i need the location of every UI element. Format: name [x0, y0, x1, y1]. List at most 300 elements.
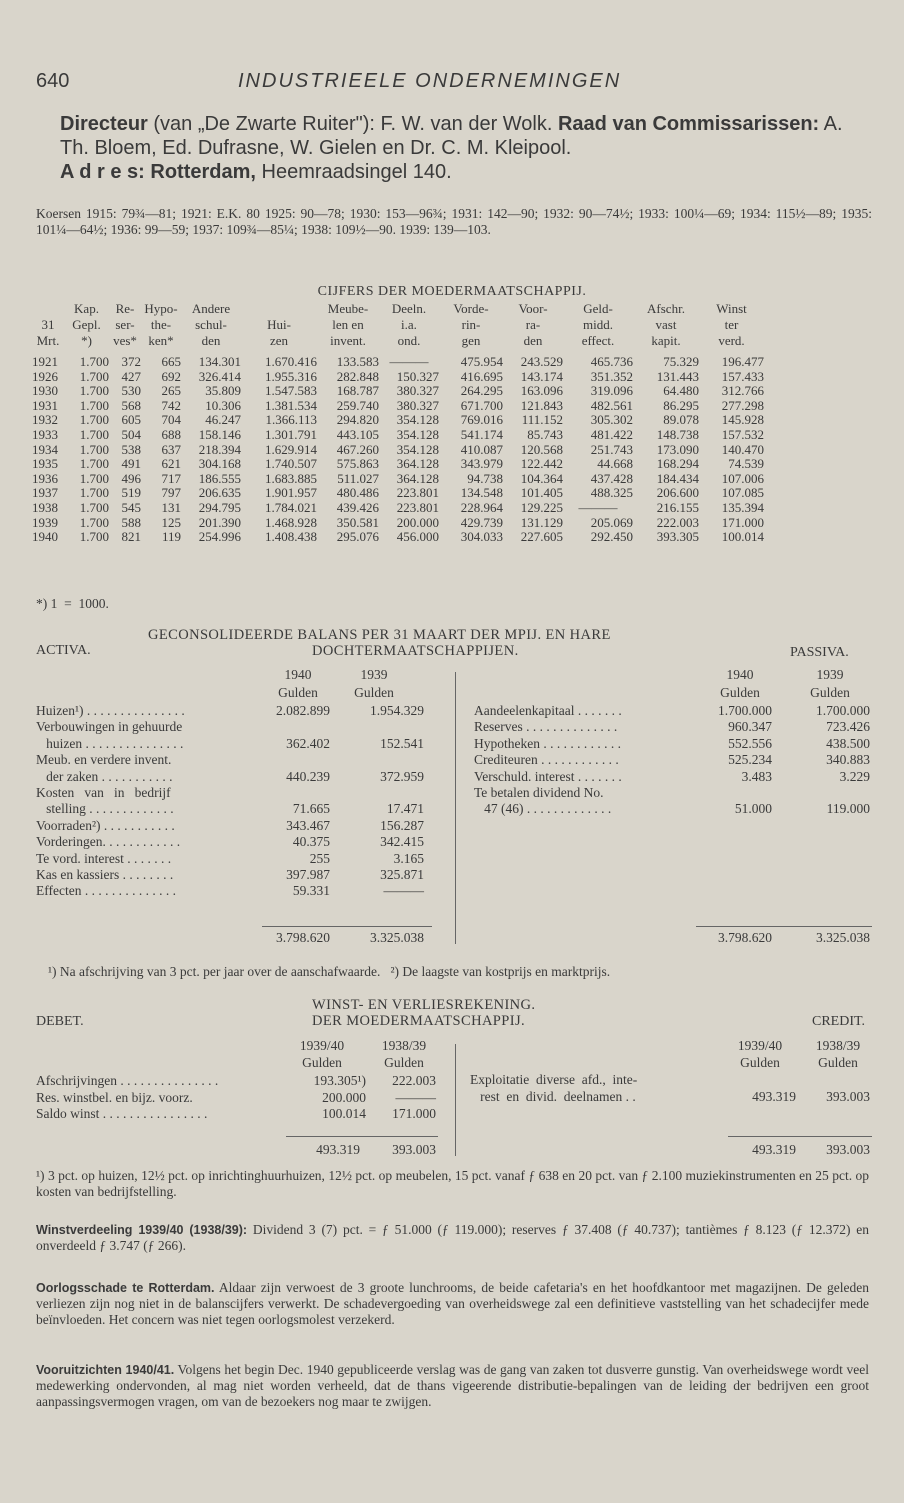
ledger-item-value1: 362.402 — [286, 735, 330, 751]
table-cell: 282.848 — [336, 368, 379, 384]
table-cell: 133.583 — [336, 354, 379, 369]
winst-title-line1: WINST- EN VERLIESREKENING. — [312, 997, 536, 1013]
table-cell: 1.700 — [79, 470, 109, 486]
table-cell: 541.174 — [460, 426, 503, 442]
cijfers-header-cell: invent. — [330, 333, 366, 348]
ledger-item-label: huizen . . . . . . . . . . . . . . . — [36, 735, 184, 751]
ledger-item-label: Saldo winst . . . . . . . . . . . . . . . . — [36, 1106, 208, 1121]
ledger-item-value1: 100.014 — [322, 1106, 366, 1121]
ledger-item-label: Res. winstbel. en bijz. voorz. — [36, 1089, 193, 1105]
ledger-item-value2: 17.471 — [386, 801, 424, 817]
table-cell: 134.548 — [460, 485, 503, 501]
cijfers-header-cell: den — [201, 333, 221, 348]
table-cell: 568 — [121, 397, 141, 413]
ledger-item-value1: 525.234 — [728, 752, 772, 768]
ledger-item-value2: 342.415 — [380, 834, 424, 850]
paragraph-body: Dividend 3 (7) pct. = ƒ 51.000 (ƒ 119.000); reserves ƒ 37.408 (ƒ 40.737); tantièmes ƒ 8.123 (ƒ 12.372) en onverdeeld ƒ 3.747 (ƒ 266). — [36, 1222, 869, 1253]
winst-right-year1: 1939/40 — [737, 1038, 783, 1053]
table-cell: 223.801 — [396, 499, 439, 515]
table-row — [32, 355, 764, 370]
balans-right-unit1: Gulden — [720, 685, 760, 700]
cijfers-header-cell: Kap. — [74, 301, 99, 316]
table-cell: 416.695 — [460, 368, 503, 384]
table-cell: 692 — [161, 368, 181, 384]
ledger-item-value1: 71.665 — [292, 801, 330, 817]
cijfers-header-cell: Mrt. — [36, 333, 60, 348]
table-cell: 121.843 — [520, 397, 563, 413]
balans-left-unit2: Gulden — [354, 685, 394, 700]
table-cell: 119 — [161, 529, 181, 545]
table-cell: 1940 — [32, 529, 58, 545]
table-cell: 200.000 — [396, 514, 439, 530]
koersen-text: Koersen 1915: 79¾—81; 1921: E.K. 80 1925: 90—78; 1930: 153—96¾; 1931: 142—90; 1932: 90—74½; 1933: 100¼—69; 1934: 115½—89; 1935: 101¼—64½; 1936: 99—59; 1937: 109¾—85¼; 1938: 109½—90. 1939: 139—103. — [36, 206, 872, 237]
winst-right-year2: 1938/39 — [815, 1038, 861, 1053]
table-row — [32, 486, 764, 501]
balans-title-line2: DOCHTERMAATSCHAPPIJEN. — [312, 643, 519, 659]
table-cell: 148.738 — [656, 426, 699, 442]
cijfers-header-cell — [32, 301, 64, 317]
table-cell: 742 — [161, 397, 181, 413]
table-cell: 481.422 — [590, 426, 633, 442]
balans-right-total-rule — [696, 926, 872, 927]
raad-text: A. Th. Bloem, Ed. Dufrasne, W. Gielen en Dr. C. M. Kleipool. — [60, 113, 843, 159]
table-cell: 1933 — [32, 426, 58, 442]
table-cell: 1.366.113 — [265, 412, 317, 428]
winst-debet-label: DEBET. — [36, 1014, 84, 1029]
table-cell: 295.076 — [336, 529, 379, 545]
winst-left-total-rule — [286, 1136, 438, 1137]
paragraph-oorlogsschade — [36, 1280, 869, 1328]
cijfers-header-cell: schul- — [195, 317, 227, 332]
table-cell: 259.740 — [336, 397, 379, 413]
table-cell: 206.600 — [656, 485, 699, 501]
cijfers-header-cell: rin- — [461, 317, 481, 332]
cijfers-header-cell: ken* — [148, 333, 174, 348]
table-cell: 227.605 — [520, 529, 563, 545]
ledger-item-label: Vorderingen. . . . . . . . . . . . — [36, 834, 181, 850]
table-cell: 125 — [161, 514, 181, 530]
table-row — [32, 370, 764, 385]
table-cell: 704 — [161, 412, 181, 428]
ledger-item-value1: 1.700.000 — [718, 703, 772, 718]
table-cell: 143.174 — [520, 368, 563, 384]
ledger-item-value2: 3.165 — [393, 850, 424, 866]
table-cell: 456.000 — [396, 529, 439, 545]
table-cell: 511.027 — [337, 470, 379, 486]
table-cell: 1.547.583 — [265, 383, 317, 399]
table-cell: 264.295 — [460, 383, 503, 399]
table-cell: 222.003 — [656, 514, 699, 530]
table-row — [32, 516, 764, 531]
cijfers-header-cell: ves* — [113, 333, 137, 348]
table-row — [32, 413, 764, 428]
balans-right-year2: 1939 — [816, 667, 844, 682]
table-cell: 1.784.021 — [265, 499, 317, 515]
cijfers-header-cell: Winst — [716, 301, 747, 316]
cijfers-table — [32, 301, 764, 545]
table-cell: 1.381.534 — [265, 397, 317, 413]
table-cell: 196.477 — [721, 354, 764, 369]
winst-credit-line1: Exploitatie diverse afd., inte- — [470, 1072, 638, 1087]
table-cell: 354.128 — [396, 426, 439, 442]
table-cell: 44.668 — [597, 456, 633, 472]
table-cell: ——— — [578, 499, 618, 515]
table-cell: 1.700 — [79, 412, 109, 428]
cijfers-header-cell: kapit. — [651, 333, 681, 348]
cijfers-header-row — [32, 317, 764, 333]
table-cell: 380.327 — [396, 397, 439, 413]
table-cell: 85.743 — [527, 426, 563, 442]
cijfers-header-cell: Meube- — [327, 301, 369, 316]
cijfers-header-cell: the- — [150, 317, 172, 332]
ledger-item-value1: 343.467 — [286, 817, 330, 833]
table-cell: 717 — [161, 470, 181, 486]
cijfers-header-cell: ond. — [397, 333, 421, 348]
table-cell: 354.128 — [396, 412, 439, 428]
ledger-item-value1: 40.375 — [292, 834, 330, 850]
cijfers-header-cell: vast — [655, 317, 677, 332]
table-cell: 294.820 — [336, 412, 379, 428]
table-cell: 437.428 — [590, 470, 633, 486]
cijfers-header-cell: Vorde- — [453, 301, 489, 316]
table-cell: 1.700 — [79, 354, 109, 369]
cijfers-header-row — [32, 333, 764, 349]
table-cell: 545 — [121, 499, 141, 515]
table-cell: 1.700 — [79, 368, 109, 384]
company-intro — [60, 112, 868, 184]
table-cell: 637 — [161, 441, 181, 457]
table-cell: 251.743 — [590, 441, 633, 457]
table-cell: 504 — [121, 426, 141, 442]
table-cell: 1.670.416 — [265, 354, 317, 369]
table-cell: 292.450 — [590, 529, 633, 545]
table-cell: 488.325 — [590, 485, 633, 501]
table-cell: 228.964 — [460, 499, 503, 515]
ledger-item-label: der zaken . . . . . . . . . . . — [36, 768, 173, 784]
table-cell: 1938 — [32, 499, 58, 515]
table-cell: 304.033 — [460, 529, 503, 545]
balans-left-total-rule — [262, 926, 432, 927]
table-cell: 443.105 — [336, 426, 379, 442]
table-cell: 343.979 — [460, 456, 503, 472]
balans-footnotes: ¹) Na afschrijving van 3 pct. per jaar over de aanschafwaarde. ²) De laagste van kostprijs en marktprijs. — [48, 964, 611, 979]
page-number: 640 — [36, 70, 70, 92]
ledger-item-value2: 119.000 — [826, 801, 870, 817]
table-cell: 538 — [121, 441, 141, 457]
table-cell: 519 — [121, 485, 141, 501]
cijfers-header-cell — [241, 301, 317, 317]
cijfers-header-cell: gen — [461, 333, 481, 348]
winst-right-unit1: Gulden — [740, 1055, 780, 1070]
ledger-item-value2: ——— — [395, 1089, 436, 1105]
table-cell: 364.128 — [396, 470, 439, 486]
ledger-item-value1: 51.000 — [734, 801, 772, 817]
cijfers-header-cell: zen — [269, 333, 289, 348]
table-cell: 1.468.928 — [265, 514, 317, 530]
winst-left-unit1: Gulden — [302, 1055, 342, 1070]
table-cell: 107.006 — [721, 470, 764, 486]
cijfers-header-cell: Hypo- — [144, 301, 178, 316]
table-cell: 621 — [161, 456, 181, 472]
table-cell: 304.168 — [198, 456, 241, 472]
table-cell: 131 — [161, 499, 181, 515]
cijfers-header-cell: ra- — [525, 317, 541, 332]
table-cell: 496 — [121, 470, 141, 486]
table-cell: 1939 — [32, 514, 58, 530]
table-cell: 265 — [161, 383, 181, 399]
winst-right-total1: 493.319 — [752, 1142, 796, 1157]
table-cell: 206.635 — [198, 485, 241, 501]
balans-divider — [455, 672, 456, 944]
table-cell: 107.085 — [721, 485, 764, 501]
table-cell: 319.096 — [590, 383, 633, 399]
table-cell: 575.863 — [336, 456, 379, 472]
table-cell: 1.700 — [79, 499, 109, 515]
paragraph-head: Oorlogsschade te Rotterdam. — [36, 1281, 215, 1295]
table-cell: 1935 — [32, 456, 58, 472]
table-cell: 1.901.957 — [265, 485, 317, 501]
table-row — [32, 428, 764, 443]
table-row — [32, 501, 764, 516]
ledger-item-label: stelling . . . . . . . . . . . . . — [36, 801, 174, 817]
table-cell: 350.581 — [336, 514, 379, 530]
table-cell: 186.555 — [198, 470, 241, 486]
table-cell: 1.700 — [79, 397, 109, 413]
ledger-item-label: Huizen¹) . . . . . . . . . . . . . . . — [36, 703, 185, 718]
table-cell: 94.738 — [467, 470, 503, 486]
table-cell: 100.014 — [721, 529, 764, 545]
table-cell: 1937 — [32, 485, 58, 501]
table-cell: 86.295 — [663, 397, 699, 413]
ledger-item-value1: 552.556 — [728, 735, 772, 751]
balans-right-year1: 1940 — [726, 667, 754, 682]
table-cell: 326.414 — [198, 368, 241, 384]
table-cell: 688 — [161, 426, 181, 442]
ledger-item-value1: 200.000 — [322, 1089, 366, 1105]
table-cell: 530 — [121, 383, 141, 399]
table-cell: 131.443 — [656, 368, 699, 384]
table-cell: 173.090 — [656, 441, 699, 457]
raad-label: Raad van Commissarissen: — [557, 113, 820, 135]
winst-credit-label: CREDIT. — [812, 1014, 866, 1029]
table-cell: 1.700 — [79, 441, 109, 457]
table-cell: 1.629.914 — [265, 441, 317, 457]
cijfers-header-cell: midd. — [583, 317, 613, 332]
table-cell: 1.700 — [79, 529, 109, 545]
ledger-item-label: Kas en kassiers . . . . . . . . — [36, 867, 174, 882]
table-cell: 1.700 — [79, 383, 109, 399]
winst-divider — [455, 1044, 456, 1156]
balans-passiva-label: PASSIVA. — [790, 645, 849, 660]
paragraph-head: Winstverdeeling 1939/40 (1938/39): — [36, 1223, 248, 1237]
table-cell: 129.225 — [520, 499, 563, 515]
table-cell: 104.364 — [520, 470, 563, 486]
cijfers-header-cell: len en — [332, 317, 364, 332]
table-cell: 305.302 — [590, 412, 633, 428]
cijfers-header-cell: Geld- — [583, 301, 613, 316]
adres-city: Rotterdam, — [144, 161, 256, 183]
table-cell: 201.390 — [198, 514, 241, 530]
ledger-item-value2: 222.003 — [392, 1073, 436, 1088]
cijfers-header-cell: i.a. — [401, 317, 417, 332]
table-row — [32, 530, 764, 545]
ledger-item-value1: 2.082.899 — [276, 703, 330, 718]
table-cell: 1931 — [32, 397, 58, 413]
table-cell: 1.700 — [79, 514, 109, 530]
winst-right-total2: 393.003 — [826, 1142, 870, 1157]
table-cell: 64.480 — [663, 383, 699, 399]
adres-label: A d r e s: — [60, 161, 145, 183]
table-cell: 1.301.791 — [265, 426, 317, 442]
table-cell: 101.405 — [520, 485, 563, 501]
adres-text: Heemraadsingel 140. — [255, 161, 452, 183]
table-cell: 588 — [121, 514, 141, 530]
table-row — [32, 443, 764, 458]
winst-footnote: ¹) 3 pct. op huizen, 12½ pct. op inrichtinghuurhuizen, 12½ pct. op meubelen, 15 pct. vanaf ƒ 638 en 20 pct. van ƒ 2.100 muziekinstrumenten en 25 pct. op kosten van bedrijfstelling. — [36, 1168, 869, 1199]
table-cell: 150.327 — [396, 368, 439, 384]
table-cell: 294.795 — [198, 499, 241, 515]
table-cell: 354.128 — [396, 441, 439, 457]
table-cell: ——— — [389, 354, 429, 369]
balans-left-year1: 1940 — [284, 667, 312, 682]
cijfers-header-cell: Voor- — [518, 301, 548, 316]
cijfers-header-cell: Gepl. — [72, 317, 101, 332]
winst-left-unit2: Gulden — [384, 1055, 424, 1070]
table-cell: 46.247 — [205, 412, 241, 428]
table-cell: 254.996 — [198, 529, 241, 545]
ledger-item-value1: 193.305¹) — [313, 1073, 366, 1088]
table-cell: 171.000 — [721, 514, 764, 530]
ledger-item-label: Meub. en verdere invent. — [36, 752, 172, 768]
table-cell: 184.434 — [656, 470, 699, 486]
ledger-item-label: Reserves . . . . . . . . . . . . . . — [474, 719, 618, 735]
cijfers-header-cell: Andere — [191, 301, 231, 316]
ledger-item-label: Hypotheken . . . . . . . . . . . . — [474, 735, 621, 751]
table-cell: 605 — [121, 412, 141, 428]
table-cell: 475.954 — [460, 354, 503, 369]
balans-right-total2: 3.325.038 — [816, 930, 870, 945]
table-cell: 205.069 — [590, 514, 633, 530]
table-cell: 427 — [121, 368, 141, 384]
table-cell: 372 — [121, 354, 141, 369]
table-cell: 111.152 — [521, 412, 563, 428]
ledger-item-value2: 340.883 — [826, 752, 870, 768]
table-cell: 380.327 — [396, 383, 439, 399]
table-cell: 145.928 — [721, 412, 764, 428]
winst-title-line2: DER MOEDERMAATSCHAPPIJ. — [312, 1013, 526, 1029]
cijfers-header-cell: *) — [81, 333, 92, 348]
table-cell: 10.306 — [205, 397, 241, 413]
table-cell: 131.129 — [520, 514, 563, 530]
table-cell: 1.955.316 — [265, 368, 317, 384]
table-cell: 157.433 — [721, 368, 764, 384]
table-cell: 467.260 — [336, 441, 379, 457]
ledger-item-value2: 171.000 — [392, 1106, 436, 1121]
table-cell: 797 — [161, 485, 181, 501]
table-cell: 1932 — [32, 412, 58, 428]
table-row — [32, 399, 764, 414]
table-cell: 140.470 — [721, 441, 764, 457]
table-cell: 482.561 — [590, 397, 633, 413]
table-cell: 223.801 — [396, 485, 439, 501]
table-cell: 277.298 — [721, 397, 764, 413]
table-cell: 216.155 — [656, 499, 699, 515]
ledger-item-value1: 3.483 — [741, 768, 772, 784]
balans-right-unit2: Gulden — [810, 685, 850, 700]
table-cell: 665 — [161, 354, 181, 369]
balans-activa-label: ACTIVA. — [36, 643, 91, 658]
cijfers-header-cell: den — [523, 333, 543, 348]
ledger-item-value2: 1.954.329 — [370, 703, 424, 718]
table-cell: 364.128 — [396, 456, 439, 472]
ledger-item-value1: 59.331 — [292, 883, 330, 899]
ledger-item-value2: 3.229 — [839, 768, 870, 784]
winst-credit-line2: rest en divid. deelnamen . . — [470, 1089, 636, 1104]
table-cell: 1936 — [32, 470, 58, 486]
ledger-item-value2: 372.959 — [380, 768, 424, 784]
ledger-item-label: Kosten van in bedrijf — [36, 785, 171, 800]
table-row — [32, 472, 764, 487]
table-cell: 243.529 — [520, 354, 563, 369]
table-cell: 671.700 — [460, 397, 503, 413]
ledger-item-label: Effecten . . . . . . . . . . . . . . — [36, 883, 176, 899]
table-cell: 122.442 — [520, 456, 563, 472]
cijfers-header-cell: ser- — [115, 317, 135, 332]
balans-left-total2: 3.325.038 — [370, 930, 424, 945]
winst-left-year2: 1938/39 — [381, 1038, 427, 1053]
table-cell: 465.736 — [590, 354, 633, 369]
cijfers-header-cell: Re- — [115, 301, 135, 316]
cijfers-header-cell: Deeln. — [391, 301, 427, 316]
table-cell: 480.486 — [336, 485, 379, 501]
cijfers-header-cell: 31 — [41, 317, 55, 332]
table-cell: 821 — [121, 529, 141, 545]
table-row — [32, 384, 764, 399]
table-cell: 1.700 — [79, 456, 109, 472]
ledger-item-label: Crediteuren . . . . . . . . . . . . — [474, 752, 619, 768]
table-row — [32, 457, 764, 472]
table-cell: 393.305 — [656, 529, 699, 545]
table-cell: 163.096 — [520, 383, 563, 399]
table-cell: 158.146 — [198, 426, 241, 442]
paragraph-vooruitzichten — [36, 1362, 869, 1410]
winst-credit-v2: 393.003 — [826, 1089, 870, 1104]
winst-right-unit2: Gulden — [818, 1055, 858, 1070]
cijfers-header-cell: effect. — [581, 333, 615, 348]
table-cell: 1934 — [32, 441, 58, 457]
table-cell: 135.394 — [721, 499, 764, 515]
ledger-item-value1: 440.239 — [286, 768, 330, 784]
table-cell: 218.394 — [198, 441, 241, 457]
ledger-item-value2: ——— — [383, 883, 424, 899]
table-cell: 1.408.438 — [265, 529, 317, 545]
running-title: INDUSTRIEELE ONDERNEMINGEN — [238, 70, 622, 92]
paragraph-body: Aldaar zijn verwoest de 3 groote lunchrooms, de beide cafetaria's en het hoofdkantoor met magazijnen. De geleden verliezen zijn nog niet in de balanscijfers verwerkt. De schadevergoeding van overheidswege zal een definitieve vaststelling van het schadecijfer mede beïnvloeden. Het concern was niet tegen oorlogsmolest verzekerd. — [36, 1280, 869, 1327]
table-cell: 429.739 — [460, 514, 503, 530]
ledger-item-label: Verschuld. interest . . . . . . . — [474, 768, 622, 784]
table-cell: 134.301 — [198, 354, 241, 369]
ledger-item-label: Te betalen dividend No. — [474, 785, 604, 800]
ledger-item-label: Voorraden²) . . . . . . . . . . . — [36, 817, 175, 833]
table-cell: 120.568 — [520, 441, 563, 457]
directeur-text: (van „De Zwarte Ruiter"): F. W. van der Wolk. — [147, 113, 558, 135]
ledger-item-value2: 152.541 — [380, 735, 424, 751]
cijfers-header-row — [32, 301, 764, 317]
table-cell: 410.087 — [460, 441, 503, 457]
winst-left-total2: 393.003 — [392, 1142, 436, 1157]
ledger-item-value2: 325.871 — [380, 867, 424, 882]
table-cell: 168.787 — [336, 383, 379, 399]
